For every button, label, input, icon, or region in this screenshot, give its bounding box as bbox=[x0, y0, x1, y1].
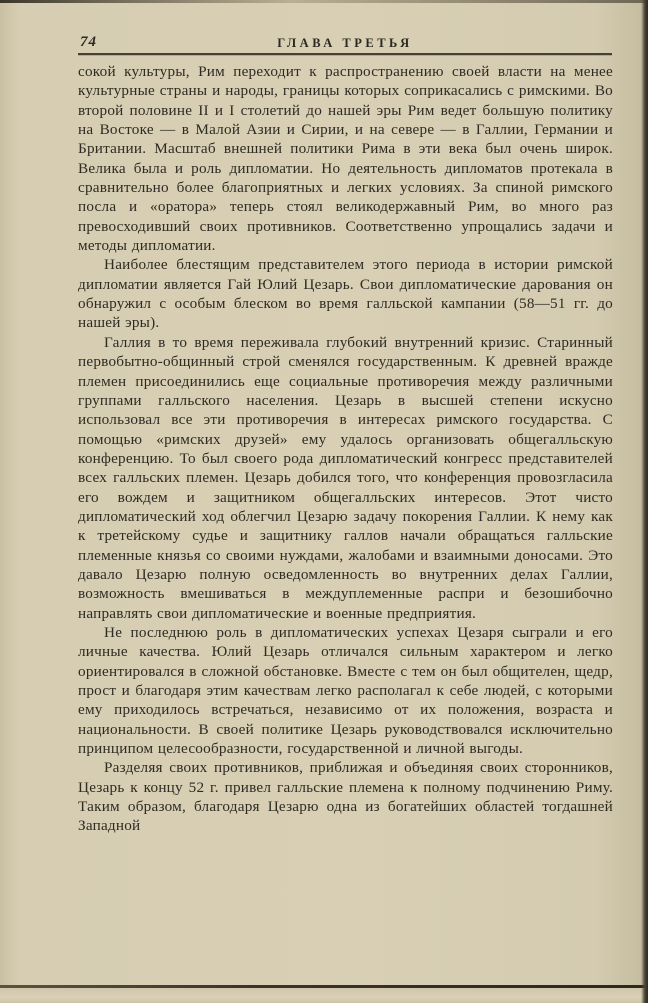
paragraph: сокой культуры, Рим переходит к распространению своей власти на менее культурные страны и народы, границы которых соприкасались с римскими. Во второй половине II и I столетий до нашей эры Рим ведет большую политику на Востоке — в Малой Азии и Сирии, и на севере — в Галлии, Германии и Британии. Масштаб внешней политики Рима в эти века был очень широк. Велика была и роль дипломатии. Но деятельность дипломатов протекала в сравнительно более благоприятных и легких условиях. За спиной римского посла и «оратора» теперь стоял великодержавный Рим, во много раз превосходивший своих противников. Соответственно упрощались задачи и методы дипломатии. bbox=[78, 63, 613, 255]
paragraph: Галлия в то время переживала глубокий внутренний кризис. Старинный первобытно-общинный строй сменялся государственным. К древней вражде племен присоединились еще социальные противоречия между различными группами галльского населения. Цезарь в высшей степени искусно использовал все эти противоречия в интересах римского государства. С помощью «римских друзей» ему удалось организовать общегалльскую конференцию. То был своего рода дипломатический конгресс представителей всех галльских племен. Цезарь добился того, что конференция провозгласила его вождем и защитником общегалльских интересов. Этот чисто дипломатический ход облегчил Цезарю задачу покорения Галлии. К нему как к третейскому судье и защитнику галлов начали обращаться галльские племенные князья со своими нуждами, жалобами и взаимными доносами. Это давало Цезарю полную осведомленность во внутренних делах Галлии, возможность вмешиваться в междуплеменные распри и безошибочно направлять свои дипломатические и военные предприятия. bbox=[78, 333, 613, 622]
paragraph: Разделяя своих противников, приближая и объединяя своих сторонников, Цезарь к концу 52 г. привел галльские племена к полному подчинению Риму. Таким образом, благодаря Цезарю одна из богатейших областей тогдашней Западной bbox=[78, 759, 613, 835]
chapter-header: ГЛАВА ТРЕТЬЯ bbox=[277, 36, 413, 50]
scan-edge-top bbox=[0, 0, 648, 3]
scan-edge-right bbox=[641, 0, 648, 1003]
page-number: 74 bbox=[80, 34, 97, 50]
scan-edge-bottom-paper bbox=[0, 988, 648, 1003]
body-text bbox=[78, 62, 613, 836]
paragraph: Не последнюю роль в дипломатических успехах Цезаря сыграли и его личные качества. Юлий Цезарь отличался сильным характером и легко ориентировался в сложной обстановке. Вместе с тем он был общителен, щедр, прост и благодаря этим качествам легко располагал к себе людей, с которыми ему приходилось встречаться, независимо от их положения, возраста и национальности. В своей политике Цезарь руководствовался исключительно принципом целесообразности, государственной и личной выгоды. bbox=[78, 623, 613, 758]
header-rule bbox=[78, 53, 612, 55]
paragraph: Наиболее блестящим представителем этого периода в истории римской дипломатии является Гай Юлий Цезарь. Свои дипломатические дарования он обнаружил с особым блеском во время галльской кампании (58—51 гг. до нашей эры). bbox=[78, 256, 613, 332]
